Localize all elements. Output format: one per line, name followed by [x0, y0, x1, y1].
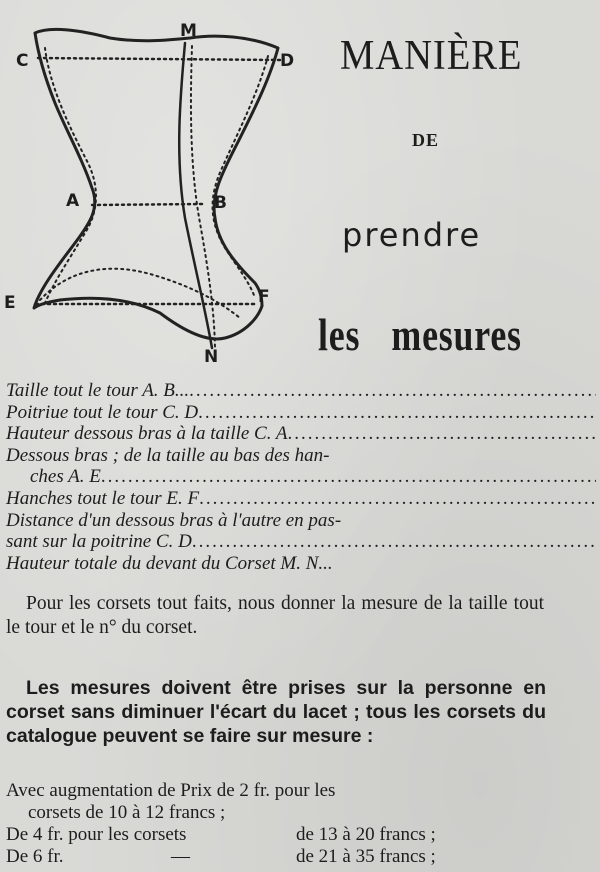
measure-distance-line1: Distance d'un dessous bras à l'autre en pas- — [6, 509, 342, 531]
heading-les-mesures — [318, 308, 522, 361]
measure-poitrine — [6, 402, 596, 424]
price-line1: Avec augmentation de Prix de 2 fr. pour les — [6, 780, 336, 801]
price-list — [6, 780, 546, 868]
heading-mesures: mesures — [391, 309, 522, 360]
measure-label: Taille tout le tour A. B... — [6, 380, 190, 401]
price-line4: De 6 fr. — de 21 à 35 francs ; — [6, 846, 436, 867]
price-line2: corsets de 10 à 12 francs ; — [28, 802, 226, 823]
measure-label: Hauteur dessous bras à la taille C. A — [6, 423, 288, 445]
heading-prendre: prendre — [342, 216, 482, 254]
paragraph-mesures-instructions: Les mesures doivent être prises sur la personne en corset sans diminuer l'écart du lacet ; tous les corsets du catalogue peuvent se faire sur mesure : — [6, 677, 546, 747]
heading-de: DE — [412, 130, 440, 150]
heading-les: les — [318, 309, 361, 360]
label-c: C — [16, 51, 29, 71]
label-d: D — [280, 51, 295, 71]
heading-maniere: MANIÈRE — [340, 33, 523, 79]
measure-label: Hauteur totale du devant du Corset M. N... — [6, 552, 333, 574]
label-e: E — [4, 293, 16, 313]
corset-outline — [34, 29, 278, 339]
measure-hanches — [6, 488, 596, 510]
line-a-b — [92, 204, 205, 205]
line-hip-curve — [40, 269, 240, 318]
measure-label: Hanches tout le tour E. F — [6, 487, 200, 509]
label-m: M — [180, 21, 197, 41]
measure-hauteur-totale — [6, 553, 596, 575]
measure-dessous-bras-line1: Dessous bras ; de la taille au bas des han- — [6, 444, 330, 466]
label-a: A — [66, 191, 80, 211]
measure-dessous-bras-line2: ches A. E ..... — [6, 466, 596, 488]
measure-label: Poitriue tout le tour C. D — [6, 401, 199, 423]
price-line3: De 4 fr. pour les corsets de 13 à 20 francs ; — [6, 824, 436, 845]
line-c-d — [38, 58, 280, 60]
corset-diagram — [0, 18, 310, 368]
label-b: B — [214, 193, 227, 213]
paragraph-corsets-tout-faits: Pour les corsets tout faits, nous donner la mesure de la taille tout le tour et le n° du corset. — [6, 593, 544, 638]
label-n: N — [204, 347, 219, 367]
measure-distance-line2: sant sur la poitrine C. D ..... — [6, 531, 596, 553]
label-f: F — [258, 287, 270, 307]
measures-list — [6, 380, 596, 574]
measure-taille — [6, 380, 596, 402]
measure-hauteur-dessous-bras — [6, 423, 596, 445]
